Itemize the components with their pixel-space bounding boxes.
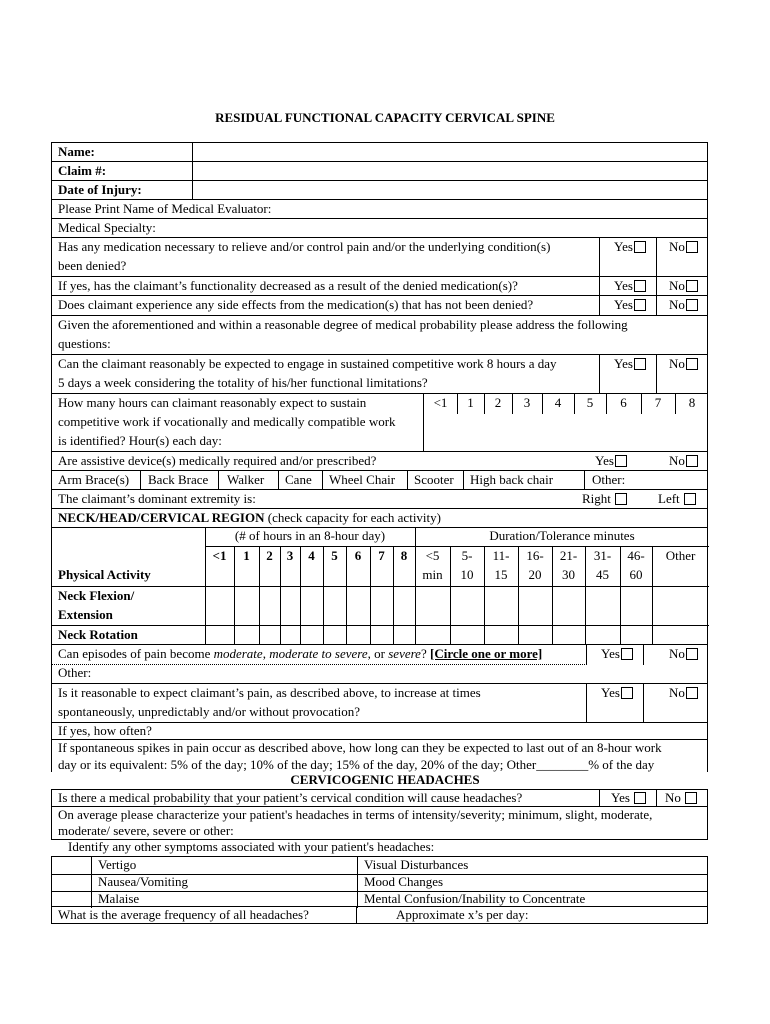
pain-episodes-row bbox=[51, 644, 708, 684]
no-checkbox[interactable] bbox=[686, 648, 698, 660]
duration-col-header: 16- bbox=[526, 548, 544, 563]
no-checkbox[interactable] bbox=[686, 687, 698, 699]
yes-checkbox[interactable] bbox=[634, 299, 646, 311]
headaches-q1: Is there a medical probability that your patient’s cervical condition will cause headaches? bbox=[58, 790, 523, 805]
hour-option[interactable]: <1 bbox=[433, 395, 448, 410]
sustained-q1: Can the claimant reasonably be expected to engage in sustained competitive work 8 hours a day bbox=[58, 356, 557, 371]
assistive-row bbox=[51, 451, 708, 471]
hour-option[interactable]: 5 bbox=[586, 395, 594, 410]
doi-label: Date of Injury: bbox=[58, 182, 142, 197]
assistive-q: Are assistive device(s) medically required and/or prescribed? bbox=[58, 453, 377, 468]
headaches-q2-row bbox=[51, 806, 708, 840]
frequency-row bbox=[51, 906, 708, 924]
duration-col-header: 11- bbox=[492, 548, 510, 563]
symptom-visual[interactable]: Visual Disturbances bbox=[364, 857, 469, 872]
how-often-label: If yes, how often? bbox=[58, 723, 152, 738]
spikes-row bbox=[51, 739, 708, 772]
neck-activity-grid bbox=[51, 527, 708, 645]
headaches-yes bbox=[611, 789, 646, 807]
yes-label: Yes bbox=[611, 790, 630, 805]
no-checkbox[interactable] bbox=[686, 241, 698, 253]
med-denied-q1: Has any medication necessary to relieve and/or control pain and/or the underlying condition(s) bbox=[58, 239, 551, 254]
sustained-no bbox=[669, 355, 698, 373]
dominant-right bbox=[582, 490, 627, 508]
yes-label: Yes bbox=[601, 685, 620, 700]
hour-col-header: 1 bbox=[243, 548, 250, 563]
yes-checkbox[interactable] bbox=[615, 455, 627, 467]
hours-row bbox=[51, 393, 708, 452]
neck-rotation-label: Neck Rotation bbox=[58, 627, 138, 642]
yes-label: Yes bbox=[614, 297, 633, 312]
yes-label: Yes bbox=[614, 356, 633, 371]
hour-option[interactable]: 6 bbox=[620, 395, 627, 410]
neck-header-bold: NECK/HEAD/CERVICAL REGION bbox=[58, 510, 265, 525]
assistive-no bbox=[669, 452, 698, 470]
no-label: No bbox=[669, 278, 685, 293]
duration-col-sub: 10 bbox=[460, 567, 474, 582]
specialty-label: Medical Specialty: bbox=[58, 220, 156, 235]
no-checkbox[interactable] bbox=[686, 358, 698, 370]
spikes-q1: If spontaneous spikes in pain occur as described above, how long can they be expected to last out of an 8-hour work bbox=[58, 740, 662, 755]
how-often-row[interactable] bbox=[51, 722, 708, 740]
no-label: No bbox=[665, 790, 681, 805]
duration-col-header: <5 bbox=[425, 548, 440, 563]
device-option[interactable]: High back chair bbox=[470, 472, 554, 487]
no-label: No bbox=[669, 646, 685, 661]
device-option[interactable]: Arm Brace(s) bbox=[58, 472, 130, 487]
hour-option[interactable]: 8 bbox=[688, 395, 696, 410]
form-title: RESIDUAL FUNCTIONAL CAPACITY CERVICAL SPINE bbox=[215, 110, 555, 125]
side-effects-row bbox=[51, 295, 708, 316]
pain-increase-q2: spontaneously, unpredictably and/or without provocation? bbox=[58, 704, 361, 719]
symptom-nausea[interactable]: Nausea/Vomiting bbox=[98, 874, 189, 889]
no-label: No bbox=[669, 239, 685, 254]
assistive-yes bbox=[595, 452, 627, 470]
dominant-row bbox=[51, 489, 708, 509]
headaches-q2-line2[interactable]: moderate/ severe, severe or other: bbox=[58, 823, 234, 838]
symptom-confusion[interactable]: Mental Confusion/Inability to Concentrate bbox=[364, 891, 586, 906]
hours-header: (# of hours in an 8-hour day) bbox=[234, 528, 386, 543]
doi-row bbox=[51, 180, 708, 200]
yes-checkbox[interactable] bbox=[621, 648, 633, 660]
hours-q3: is identified? Hour(s) each day: bbox=[58, 433, 222, 448]
no-checkbox[interactable] bbox=[686, 299, 698, 311]
symptoms-grid bbox=[51, 856, 708, 907]
duration-col-sub: 15 bbox=[494, 567, 508, 582]
identify-symptoms-label: Identify any other symptoms associated with your patient's headaches: bbox=[68, 839, 435, 854]
claim-row bbox=[51, 161, 708, 181]
yes-label: Yes bbox=[614, 239, 633, 254]
yes-checkbox[interactable] bbox=[621, 687, 633, 699]
claim-field[interactable] bbox=[193, 162, 707, 180]
hour-option[interactable]: 1 bbox=[467, 395, 474, 410]
duration-col-header: 5- bbox=[461, 548, 473, 563]
option-moderate[interactable]: moderate bbox=[213, 646, 263, 661]
pain-other-label[interactable]: Other: bbox=[58, 665, 92, 680]
claim-label: Claim #: bbox=[58, 163, 107, 178]
no-label: No bbox=[669, 453, 685, 468]
dominant-q: The claimant’s dominant extremity is: bbox=[58, 491, 256, 506]
sustained-q2: 5 days a week considering the totality of his/her functional limitations? bbox=[58, 375, 428, 390]
yes-label: Yes bbox=[595, 453, 614, 468]
pain-episodes-q bbox=[58, 645, 542, 663]
device-option[interactable]: Back Brace bbox=[148, 472, 209, 487]
symptom-vertigo[interactable]: Vertigo bbox=[98, 857, 137, 872]
headaches-q2-line1: On average please characterize your patient's headaches in terms of intensity/severity; minimum, slight, moderate, bbox=[58, 807, 653, 822]
device-option[interactable]: Scooter bbox=[414, 472, 454, 487]
duration-col-header: Other bbox=[665, 548, 696, 563]
dominant-left bbox=[658, 490, 696, 508]
right-checkbox[interactable] bbox=[615, 493, 627, 505]
no-checkbox[interactable] bbox=[686, 455, 698, 467]
duration-col-sub: 45 bbox=[596, 567, 609, 582]
headaches-no bbox=[665, 789, 697, 807]
duration-col-header: 46- bbox=[627, 548, 645, 563]
duration-col-header: 31- bbox=[593, 548, 612, 563]
duration-header: Duration/Tolerance minutes bbox=[489, 528, 635, 543]
med-denied-yes bbox=[614, 238, 646, 256]
per-day-label[interactable]: Approximate x’s per day: bbox=[396, 907, 529, 922]
yes-checkbox[interactable] bbox=[634, 241, 646, 253]
hour-col-header: 5 bbox=[331, 548, 338, 563]
neck-flexion-label: Neck Flexion/ bbox=[58, 588, 135, 603]
headaches-title: CERVICOGENIC HEADACHES bbox=[290, 772, 480, 787]
hours-q1: How many hours can claimant reasonably expect to sustain bbox=[58, 395, 367, 410]
hour-col-header: 7 bbox=[378, 548, 385, 563]
hour-col-header: 3 bbox=[286, 548, 294, 563]
pain-episodes-yes bbox=[601, 645, 633, 663]
evaluator-label: Please Print Name of Medical Evaluator: bbox=[58, 201, 272, 216]
hour-option[interactable]: 4 bbox=[554, 395, 562, 410]
neck-header bbox=[58, 509, 441, 527]
left-label: Left bbox=[658, 491, 680, 506]
med-denied-q2: been denied? bbox=[58, 258, 127, 273]
given-text-2: questions: bbox=[58, 336, 111, 351]
device-option[interactable]: Wheel Chair bbox=[329, 472, 396, 487]
side-effects-yes bbox=[614, 296, 646, 314]
no-label: No bbox=[669, 685, 685, 700]
circle-instruction: [Circle one or more] bbox=[429, 646, 543, 661]
func-decreased-yes bbox=[614, 277, 646, 295]
physical-activity-header: Physical Activity bbox=[58, 567, 151, 582]
no-checkbox[interactable] bbox=[685, 792, 697, 804]
option-moderate-to-severe[interactable]: moderate to severe bbox=[269, 646, 368, 661]
spikes-q2[interactable]: day or its equivalent: 5% of the day; 10% of the day; 15% of the day, 20% of the day; Other________% of the day bbox=[58, 757, 655, 772]
hour-option[interactable]: 2 bbox=[494, 395, 502, 410]
hour-col-header: 6 bbox=[354, 548, 362, 563]
func-decreased-q: If yes, has the claimant’s functionality decreased as a result of the denied medication(s)? bbox=[58, 278, 518, 293]
right-label: Right bbox=[582, 491, 611, 506]
neck-header-row bbox=[51, 508, 708, 528]
pain-increase-q1: Is it reasonable to expect claimant’s pain, as described above, to increase at times bbox=[58, 685, 481, 700]
neck-extension-label: Extension bbox=[58, 607, 113, 622]
left-checkbox[interactable] bbox=[684, 493, 696, 505]
hour-option[interactable]: 3 bbox=[523, 395, 531, 410]
headaches-q1-row bbox=[51, 789, 708, 807]
devices-row bbox=[51, 470, 708, 490]
pain-q-sep: , bbox=[262, 646, 270, 661]
pain-increase-yes bbox=[601, 684, 633, 702]
sustained-row bbox=[51, 354, 708, 394]
no-label: No bbox=[669, 356, 685, 371]
hour-col-header: 8 bbox=[400, 548, 408, 563]
hours-q2: competitive work if vocationally and medically compatible work bbox=[58, 414, 396, 429]
med-denied-row bbox=[51, 237, 708, 277]
func-decreased-row bbox=[51, 276, 708, 296]
name-row bbox=[51, 142, 708, 162]
name-label: Name: bbox=[58, 144, 95, 159]
no-checkbox[interactable] bbox=[686, 280, 698, 292]
pain-q-sep: , or bbox=[367, 646, 389, 661]
symptom-malaise[interactable]: Malaise bbox=[98, 891, 140, 906]
yes-checkbox[interactable] bbox=[634, 280, 646, 292]
hour-col-header: <1 bbox=[212, 548, 227, 563]
given-text-1: Given the aforementioned and within a reasonable degree of medical probability please address the following bbox=[58, 317, 628, 332]
no-label: No bbox=[669, 297, 685, 312]
duration-col-sub: 60 bbox=[629, 567, 643, 582]
sustained-yes bbox=[614, 355, 646, 373]
yes-checkbox[interactable] bbox=[634, 792, 646, 804]
symptom-mood[interactable]: Mood Changes bbox=[364, 874, 444, 889]
given-row bbox=[51, 315, 708, 355]
func-decreased-no bbox=[669, 277, 698, 295]
frequency-label[interactable]: What is the average frequency of all headaches? bbox=[58, 907, 309, 922]
duration-col-sub: 30 bbox=[562, 567, 575, 582]
doi-field[interactable] bbox=[193, 181, 707, 199]
duration-col-sub: 20 bbox=[528, 567, 542, 582]
pain-increase-row bbox=[51, 683, 708, 723]
side-effects-no bbox=[669, 296, 698, 314]
side-effects-q: Does claimant experience any side effects from the medication(s) that has not been denied? bbox=[58, 297, 534, 312]
option-severe[interactable]: severe bbox=[388, 646, 421, 661]
yes-checkbox[interactable] bbox=[634, 358, 646, 370]
med-denied-no bbox=[669, 238, 698, 256]
hour-option[interactable]: 7 bbox=[654, 395, 662, 410]
device-option[interactable]: Walker bbox=[227, 472, 265, 487]
name-field[interactable] bbox=[193, 143, 707, 161]
duration-col-header: 21- bbox=[559, 548, 578, 563]
yes-label: Yes bbox=[614, 278, 633, 293]
pain-q-sep: ? bbox=[420, 646, 430, 661]
neck-header-rest: (check capacity for each activity) bbox=[264, 510, 441, 525]
pain-q-text: Can episodes of pain become bbox=[58, 646, 214, 661]
specialty-row[interactable] bbox=[51, 218, 708, 238]
device-option[interactable]: Cane bbox=[285, 472, 312, 487]
pain-episodes-no bbox=[669, 645, 698, 663]
duration-col-sub: min bbox=[422, 567, 443, 582]
yes-label: Yes bbox=[601, 646, 620, 661]
hour-col-header: 2 bbox=[266, 548, 273, 563]
pain-increase-no bbox=[669, 684, 698, 702]
hour-col-header: 4 bbox=[308, 548, 315, 563]
device-other[interactable]: Other: bbox=[592, 472, 626, 487]
evaluator-row[interactable] bbox=[51, 199, 708, 219]
